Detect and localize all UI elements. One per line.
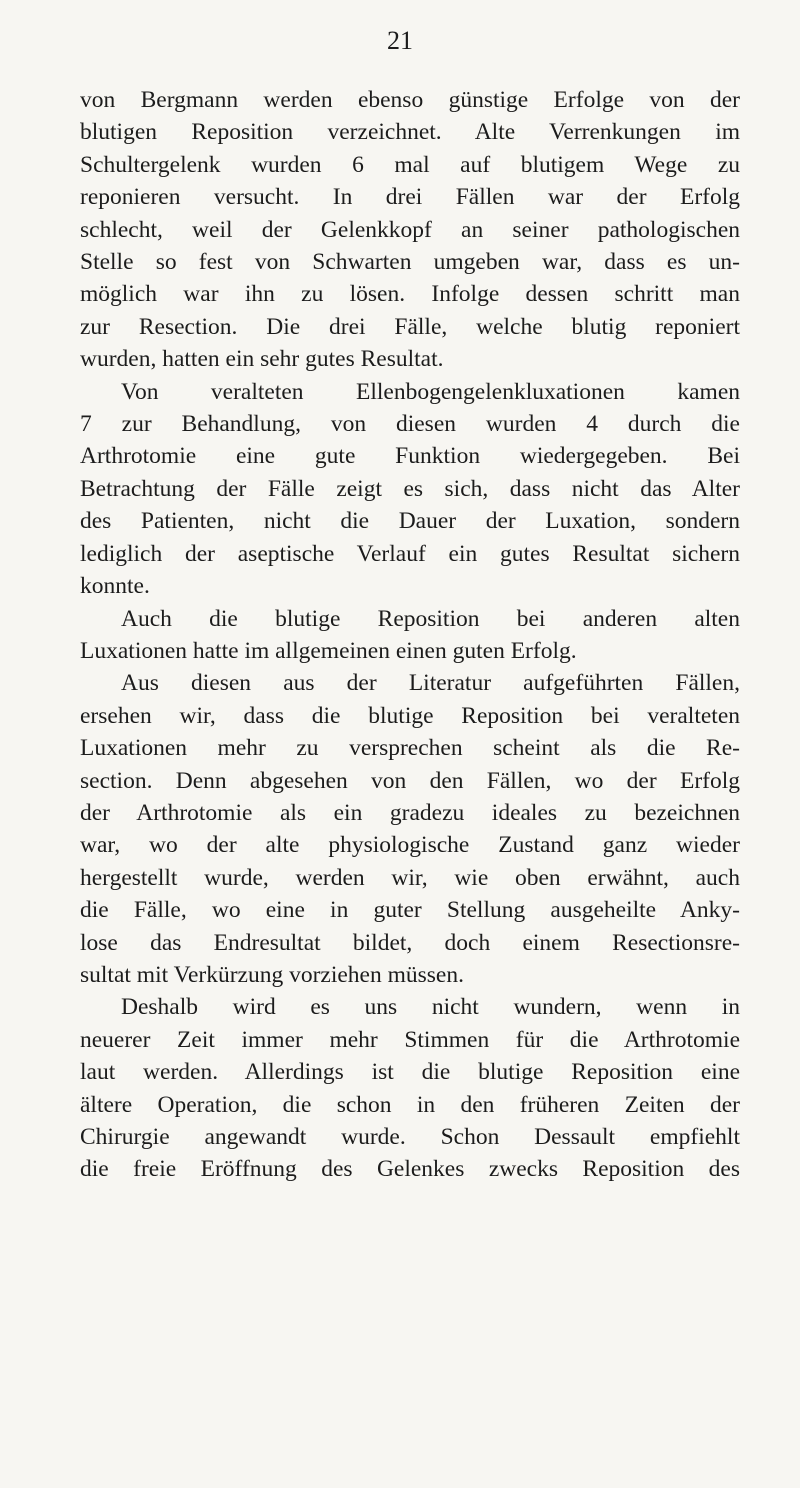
text-line: Arthrotomie eine gute Funktion wiedergegeben. Bei bbox=[80, 443, 740, 470]
text-line: Von veralteten Ellenbogengelenkluxationen kamen bbox=[121, 378, 740, 405]
text-line: zur Resection. Die drei Fälle, welche blutig reponiert bbox=[80, 313, 740, 340]
text-line: lediglich der aseptische Verlauf ein gutes Resultat sichern bbox=[80, 540, 740, 567]
paragraph-2 bbox=[80, 376, 740, 603]
text-line: war, wo der alte physiologische Zustand ganz wieder bbox=[80, 832, 740, 859]
text-line: section. Denn abgesehen von den Fällen, wo der Erfolg bbox=[80, 767, 740, 794]
text-line: Deshalb wird es uns nicht wundern, wenn in bbox=[121, 994, 740, 1021]
text-line: schlecht, weil der Gelenkkopf an seiner pathologischen bbox=[80, 216, 740, 243]
text-line: Stelle so fest von Schwarten umgeben war, dass es un- bbox=[80, 249, 740, 276]
text-line: konnte. bbox=[80, 573, 150, 600]
text-line: der Arthrotomie als ein gradezu ideales zu bezeichnen bbox=[80, 799, 740, 826]
text-line: lose das Endresultat bildet, doch einem Resectionsre- bbox=[80, 929, 740, 956]
text-line: Schultergelenk wurden 6 mal auf blutigem Wege zu bbox=[80, 151, 740, 178]
text-line: wurden, hatten ein sehr gutes Resultat. bbox=[80, 346, 444, 373]
paragraph-5 bbox=[80, 991, 740, 1185]
text-line: des Patienten, nicht die Dauer der Luxation, sondern bbox=[80, 508, 740, 535]
text-line: Betrachtung der Fälle zeigt es sich, dass nicht das Alter bbox=[80, 475, 740, 502]
text-line: ersehen wir, dass die blutige Reposition bei veralteten bbox=[80, 702, 740, 729]
text-line: neuerer Zeit immer mehr Stimmen für die Arthrotomie bbox=[80, 1026, 740, 1053]
text-line: Luxationen hatte im allgemeinen einen guten Erfolg. bbox=[80, 637, 577, 664]
paragraph-1 bbox=[80, 84, 740, 376]
body-text bbox=[80, 84, 740, 1186]
text-line: 7 zur Behandlung, von diesen wurden 4 durch die bbox=[80, 411, 740, 438]
text-line: von Bergmann werden ebenso günstige Erfolge von der bbox=[80, 87, 740, 113]
text-line: Luxationen mehr zu versprechen scheint als die Re- bbox=[80, 735, 740, 762]
text-line: sultat mit Verkürzung vorziehen müssen. bbox=[80, 961, 464, 988]
text-line: die Fälle, wo eine in guter Stellung ausgeheilte Anky- bbox=[80, 897, 740, 924]
text-line: ältere Operation, die schon in den früheren Zeiten der bbox=[80, 1091, 740, 1118]
text-line: Aus diesen aus der Literatur aufgeführten Fällen, bbox=[121, 670, 740, 697]
text-line: Chirurgie angewandt wurde. Schon Dessault empfiehlt bbox=[80, 1124, 740, 1150]
text-line: Auch die blutige Reposition bei anderen alten bbox=[121, 605, 740, 632]
text-line: laut werden. Allerdings ist die blutige Reposition eine bbox=[80, 1059, 740, 1086]
text-line: die freie Eröffnung des Gelenkes zwecks Reposition des bbox=[80, 1156, 740, 1183]
text-line: hergestellt wurde, werden wir, wie oben erwähnt, auch bbox=[80, 864, 740, 891]
text-line: blutigen Reposition verzeichnet. Alte Verrenkungen im bbox=[80, 119, 740, 146]
page-number: 21 bbox=[387, 26, 413, 55]
text-line: möglich war ihn zu lösen. Infolge dessen schritt man bbox=[80, 281, 740, 308]
text-line: reponieren versucht. In drei Fällen war der Erfolg bbox=[80, 184, 740, 211]
paragraph-4 bbox=[80, 667, 740, 991]
paragraph-3 bbox=[80, 603, 740, 668]
